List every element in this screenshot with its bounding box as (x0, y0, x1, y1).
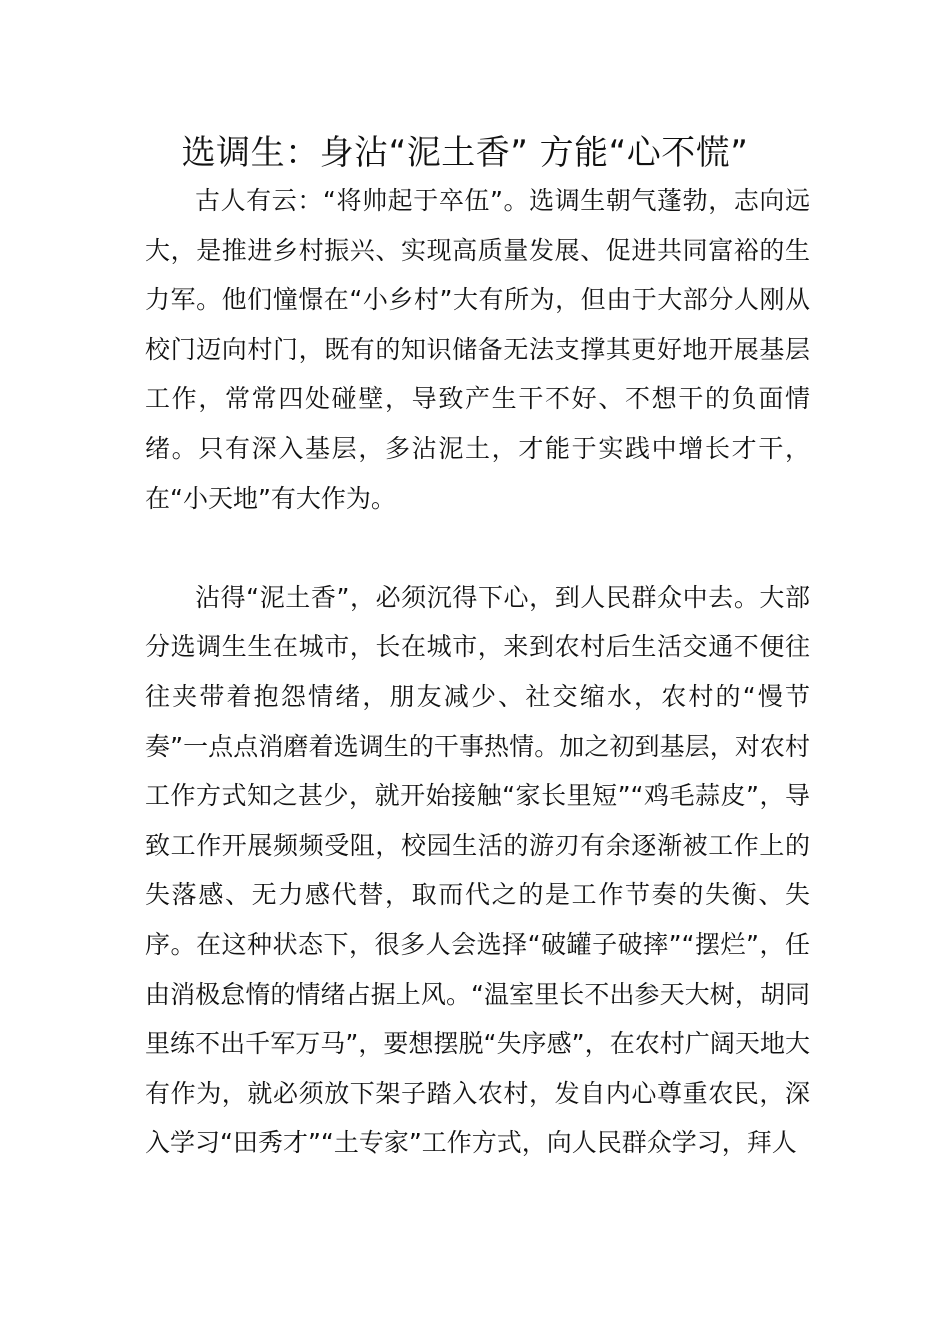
document-body (145, 176, 810, 1168)
document-title: 选调生：身沾“泥土香” 方能“心不慌” (181, 133, 749, 173)
paragraph-2: 沾得“泥土香”，必须沉得下心，到人民群众中去。大部分选调生生在城市，长在城市，来到农村后生活交通不便往往夹带着抱怨情绪，朋友减少、社交缩水，农村的“慢节奏”一点点消磨着选调生的干事热情。加之初到基层，对农村工作方式知之甚少，就开始接触“家长里短”“鸡毛蒜皮”，导致工作开展频频受阻，校园生活的游刃有余逐渐被工作上的失落感、无力感代替，取而代之的是工作节奏的失衡、失序。在这种状态下，很多人会选择“破罐子破摔”“摆烂”，任由消极怠惰的情绪占据上风。“温室里长不出参天大树，胡同里练不出千军万马”，要想摆脱“失序感”，在农村广阔天地大有作为，就必须放下架子踏入农村，发自内心尊重农民，深入学习“田秀才”“土专家”工作方式，向人民群众学习，拜人 (145, 582, 810, 1158)
paragraph-1: 古人有云：“将帅起于卒伍”。选调生朝气蓬勃，志向远大，是推进乡村振兴、实现高质量发展、促进共同富裕的生力军。他们憧憬在“小乡村”大有所为，但由于大部分人刚从校门迈向村门，既有的知识储备无法支撑其更好地开展基层工作，常常四处碰壁，导致产生干不好、不想干的负面情绪。只有深入基层，多沾泥土，才能于实践中增长才干，在“小天地”有大作为。 (145, 186, 810, 513)
paragraph-spacer (145, 523, 810, 573)
